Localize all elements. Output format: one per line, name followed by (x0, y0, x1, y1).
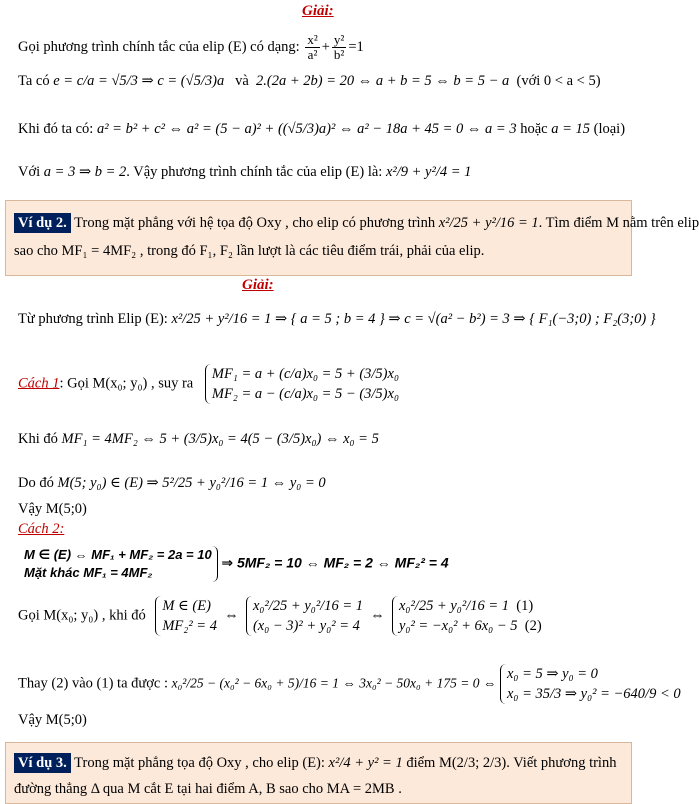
line-do-do: Do đó M(5; y₀) ∈ (E) ⇒ 5²/25 + y₀²/16 = 1 ⇔ y₀ = 0 (18, 475, 326, 491)
example-3-label: Ví dụ 3. (14, 753, 71, 773)
example-2-box: Ví dụ 2. Trong mặt phẳng với hệ tọa độ Oxy , cho elip có phương trình x²/25 + y²/16 = 1. Tìm điểm M nằm trên elip sao cho MF₁ = 4MF₂ , trong đó F₁, F₂ lần lượt là các tiêu điểm trái, phải của elip. (5, 200, 632, 276)
line-solve-a: Khi đó ta có: a² = b² + c² ⇔ a² = (5 − a)² + ((√5/3)a)² ⇔ a² − 18a + 45 = 0 ⇔ a = 3 hoặc a = 15 (loại) (18, 121, 626, 137)
method-1-line: Cách 1: Gọi M(x₀; y₀) , suy ra MF₁ = a + (c/a)x₀ = 5 + (3/5)x₀ MF₂ = a − (c/a)x₀ = 5 − (3/5)x₀ (18, 366, 399, 402)
substitution-line: Thay (2) vào (1) ta được : x₀²/25 − (x₀² − 6x₀ + 5)/16 = 1 ⇔ 3x₀² − 50x₀ + 175 = 0 ⇔ x₀ = 5 ⇒ y₀ = 0 x₀ = 35/3 ⇒ y₀² = −640/9 < 0 (18, 666, 681, 702)
method-2-block: M ∈ (E) ⇔ MF₁ + MF₂ = 2a = 10 Mặt khác MF₁ = 4MF₂ ⇒ 5MF₂ = 10 ⇔ MF₂ = 2 ⇔ MF₂² = 4 (24, 547, 449, 580)
line-khi-do: Khi đó MF₁ = 4MF₂ ⇔ 5 + (3/5)x₀ = 4(5 − (3/5)x₀) ⇔ x₀ = 5 (18, 431, 379, 447)
line-eccentricity: Ta có e = c/a = √5/3 ⇒ c = (√5/3)a và 2.(2a + 2b) = 20 ⇔ a + b = 5 ⇔ b = 5 − a (với 0 < a < 5) (18, 73, 601, 89)
conclusion-2: Vậy M(5;0) (18, 712, 87, 728)
example-3-box: Ví dụ 3. Trong mặt phẳng tọa độ Oxy , cho elip (E): x²/4 + y² = 1 điểm M(2/3; 2/3). Viết phương trình đường thẳng Δ qua M cắt E tại hai điểm A, B sao cho MA = 2MB . (5, 742, 632, 804)
system-line: Gọi M(x₀; y₀) , khi đó M ∈ (E) MF₂² = 4 ⇔ x₀²/25 + y₀²/16 = 1 (x₀ − 3)² + y₀² = 4 ⇔ x₀²/25 + y₀²/16 = 1 (1) y₀² = −x₀² + 6x₀ − 5 (2) (18, 598, 542, 634)
example-2-label: Ví dụ 2. (14, 213, 71, 233)
method-2-label: Cách 2: (18, 521, 65, 537)
solution-label-1: Giải: (302, 3, 334, 19)
method-1-label: Cách 1 (18, 375, 60, 392)
conclusion-1: Vậy M(5;0) (18, 501, 87, 517)
method-1-system: MF₁ = a + (c/a)x₀ = 5 + (3/5)x₀ MF₂ = a − (c/a)x₀ = 5 − (3/5)x₀ (205, 364, 399, 404)
line-elip-form: Gọi phương trình chính tắc của elip (E) có dạng: $\frac{\text{x²}}{\text{a²}}$ + $\frac{\text{y²}}{\text{b²}}$ =1 (18, 32, 364, 62)
line-conclusion-1: Với a = 3 ⇒ b = 2. Vậy phương trình chính tắc của elip (E) là: x²/9 + y²/4 = 1 (18, 164, 472, 180)
solution-label-2: Giải: (242, 277, 274, 293)
frac-x2-a2: $\frac{\text{x²}}{\text{a²}}$ (307, 32, 318, 62)
line-from-elip: Từ phương trình Elip (E): x²/25 + y²/16 = 1 ⇒ { a = 5 ; b = 4 } ⇒ c = √(a² − b²) = 3 ⇒ { F₁(−3;0) ; F₂(3;0) } (18, 311, 656, 327)
